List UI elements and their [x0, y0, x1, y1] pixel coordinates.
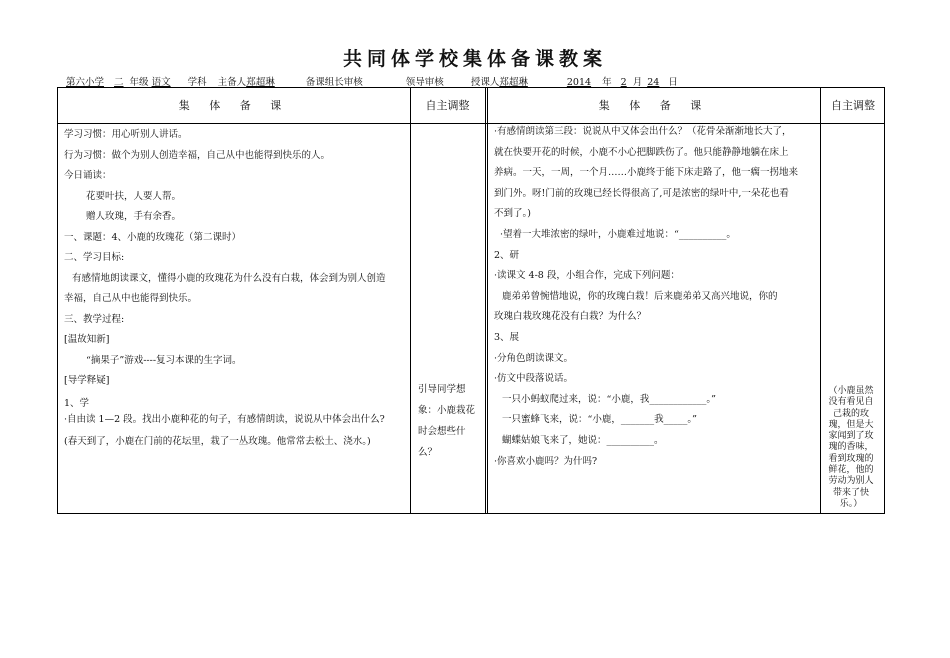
left-content — [64, 125, 408, 452]
text-line: (春天到了，小鹿在门前的花坛里，栽了一丛玫瑰。他常常去松土、浇水。) — [64, 435, 371, 447]
subject-label: 学科 — [187, 77, 207, 88]
month-label: 月 — [632, 77, 643, 88]
day-label: 日 — [668, 77, 678, 88]
text-line: 二、学习目标: — [64, 252, 125, 263]
right-note: （小鹿虽然没有看见自己栽的玫瑰，但是大家闻到了玫瑰的香味，看到玫瑰的鲜花，他的劳动为别人带来了快乐。） — [828, 386, 874, 509]
text-line: ·望着一大堆浓密的绿叶，小鹿难过地说：“__________。 — [500, 228, 736, 240]
text-line: 蝴蝶姑娘飞来了，她说：__________。 — [502, 434, 664, 446]
text-line: [导学释疑] — [64, 375, 110, 386]
header-collective-left: 集 体 备 课 — [178, 99, 290, 112]
year-label: 年 — [602, 77, 612, 88]
divider-center — [485, 88, 488, 513]
header-adjust-right: 自主调整 — [831, 99, 875, 112]
text-line: 学习习惯：用心听别人讲话。 — [64, 129, 188, 140]
meta-line — [60, 74, 890, 88]
text-line: 行为习惯：做个为别人创造幸福，自己从中也能得到快乐的人。 — [64, 149, 331, 161]
leader-review-label: 备课组长审核 — [305, 77, 363, 88]
text-line: ·有感情朗读第三段：说说从中又体会出什么？（花骨朵渐渐地长大了， — [494, 126, 792, 137]
text-line: 花要叶扶，人要人帮。 — [86, 190, 182, 202]
text-line: 有感情地朗读课文，懂得小鹿的玫瑰花为什么没有白栽，体会到为别人创造 — [72, 272, 386, 284]
school-name: 第六小学 — [66, 77, 105, 88]
document-title: 共同体学校集体备课教案 — [342, 48, 607, 70]
text-line: 三、教学过程: — [64, 313, 125, 325]
text-line: 2、研 — [494, 249, 520, 261]
month-value: 2 — [620, 77, 627, 88]
divider-3 — [820, 88, 821, 513]
year-value: 2014 — [566, 77, 592, 88]
text-line: 1、学 — [64, 397, 90, 409]
text-line: 不到了。) — [494, 208, 531, 220]
text-line: 一只小蚂蚁爬过来，说：“小鹿，我____________。” — [502, 393, 716, 405]
text-line: 赠人玫瑰，手有余香。 — [86, 211, 182, 222]
text-line: 一、课题：4、小鹿的玫瑰花（第二课时） — [64, 231, 242, 243]
grade-value: 二 — [114, 77, 124, 88]
text-line: 幸福，自己从中也能得到快乐。 — [64, 293, 198, 304]
text-line: 就在快要开花的时候，小鹿不小心把脚跌伤了。他只能静静地躺在床上 — [494, 146, 789, 158]
preparer-name: 郑超琳 — [246, 77, 275, 88]
text-line: ·分角色朗读课文。 — [494, 352, 574, 364]
text-line: 养病。一天，一周，一个月……小鹿终于能下床走路了，他一瘸一拐地来 — [494, 167, 799, 179]
text-line: ·你喜欢小鹿吗？为什吗? — [494, 455, 598, 467]
guide-review-label: 领导审核 — [405, 77, 444, 88]
text-line: “摘果子”游戏----复习本课的生字词。 — [86, 354, 242, 366]
header-collective-right: 集 体 备 课 — [598, 99, 710, 112]
right-content — [494, 122, 818, 472]
text-line: 到门外。呀!门前的玫瑰已经长得很高了,可是浓密的绿叶中,一朵花也看 — [494, 187, 789, 199]
subject-value: 语文 — [151, 77, 171, 88]
text-line: 3、展 — [494, 331, 520, 343]
teacher-name: 郑超琳 — [499, 77, 528, 88]
grade-label: 年级 — [129, 77, 149, 88]
mid-note: 引导同学想象：小鹿栽花时会想些什么？ — [418, 384, 476, 458]
text-line: ·自由读 1—2 段。找出小鹿种花的句子，有感情朗读，说说从中体会出什么? — [64, 413, 385, 425]
text-line: 一只蜜蜂飞来，说：“小鹿，_______我_____。” — [502, 414, 697, 426]
preparer-label: 主备人 — [217, 77, 247, 88]
text-line: 今日诵读： — [64, 170, 112, 181]
text-line: ·仿文中段落说话。 — [494, 373, 574, 385]
text-line: 玫瑰白栽玫瑰花没有白栽？为什么？ — [494, 311, 647, 323]
teacher-label: 授课人 — [470, 77, 500, 88]
lesson-table — [57, 87, 885, 514]
divider-1 — [410, 88, 411, 513]
header-adjust-left: 自主调整 — [425, 99, 470, 112]
text-line: [温故知新] — [64, 334, 110, 345]
day-value: 24 — [647, 77, 660, 88]
text-line: ·读课文 4-8 段，小组合作，完成下列问题： — [494, 270, 680, 282]
text-line: 鹿弟弟曾惋惜地说，你的玫瑰白栽！后来鹿弟弟又高兴地说，你的 — [502, 290, 778, 302]
